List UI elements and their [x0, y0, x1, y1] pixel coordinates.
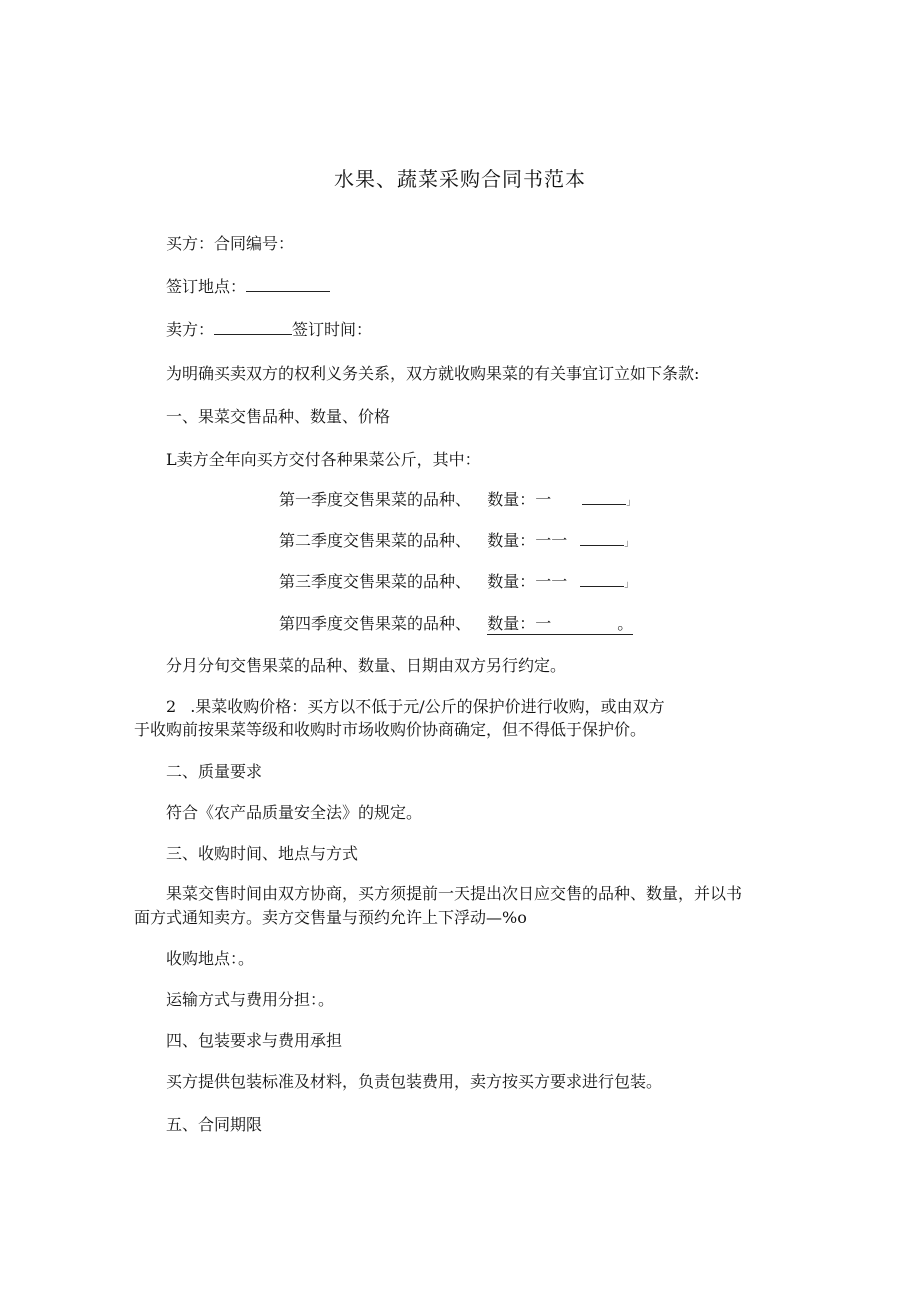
quarter-4-line: [279, 614, 633, 635]
quarter-4-end: 。: [617, 614, 634, 633]
quarter-1-end: 」: [626, 498, 636, 508]
monthly-delivery-note: 分月分旬交售果菜的品种、数量、日期由双方另行约定。: [166, 656, 567, 675]
page-title: 水果、蔬菜采购合同书范本: [334, 167, 586, 191]
seller-blank: [214, 320, 292, 335]
seller-label: 卖方：: [166, 320, 215, 339]
signing-place-line: [166, 277, 330, 297]
quarter-3-blank: [580, 572, 624, 587]
section-3-heading: 三、收购时间、地点与方式: [166, 844, 359, 863]
section-3-body-line-2: 面方式通知卖方。卖方交售量与预约允许上下浮动—%o: [134, 908, 527, 927]
quarter-2-line: [279, 531, 633, 554]
quarter-2-blank: [580, 531, 624, 546]
signing-place-blank: [246, 277, 330, 292]
quarter-1-qty: 数量：一: [487, 490, 552, 509]
section-4-heading: 四、包装要求与费用承担: [166, 1031, 343, 1050]
quarter-4-label: 第四季度交售果菜的品种、: [279, 614, 472, 633]
section-2-body: 符合《农产品质量安全法》的规定。: [166, 803, 423, 822]
quarter-1-label: 第一季度交售果菜的品种、: [279, 490, 472, 509]
seller-line: [166, 320, 372, 340]
transport-cost: 运输方式与费用分担：。: [166, 990, 335, 1009]
section-1-item-1: L卖方全年向买方交付各种果菜公斤，其中：: [166, 450, 481, 469]
section-5-heading: 五、合同期限: [166, 1115, 263, 1134]
section-1-item-2-line-1: [166, 697, 665, 717]
purchase-place: 收购地点：。: [166, 949, 255, 968]
quarter-2-qty: 数量：一一: [487, 531, 568, 550]
quarter-3-label: 第三季度交售果菜的品种、: [279, 572, 472, 591]
buyer-contract-no-line: 买方：合同编号：: [166, 234, 295, 253]
quarter-3-line: [279, 572, 633, 595]
item-2-number: 2: [166, 697, 177, 716]
quarter-1-line: [279, 490, 635, 513]
quarter-4-qty-underlined: [487, 614, 633, 635]
section-3-body-line-1: 果菜交售时间由双方协商，买方须提前一天提出次日应交售的品种、数量，并以书: [166, 884, 743, 903]
quarter-3-end: 」: [624, 580, 634, 590]
section-4-body: 买方提供包装标准及材料，负责包装费用，卖方按买方要求进行包装。: [166, 1072, 663, 1091]
item-2-text: .果菜收购价格：买方以不低于元/公斤的保护价进行收购，或由双方: [190, 697, 665, 716]
section-2-heading: 二、质量要求: [166, 762, 263, 781]
quarter-3-qty: 数量：一一: [487, 572, 568, 591]
quarter-4-qty: 数量：一: [487, 614, 552, 633]
quarter-2-end: 」: [624, 539, 634, 549]
quarter-2-label: 第二季度交售果菜的品种、: [279, 531, 472, 550]
signing-time-label: 签订时间：: [292, 320, 373, 339]
intro-paragraph: 为明确买卖双方的权利义务关系，双方就收购果菜的有关事宜订立如下条款:: [166, 364, 700, 383]
quarter-1-blank: [582, 490, 626, 505]
signing-place-label: 签订地点：: [166, 277, 247, 296]
section-1-item-2-line-2: 于收购前按果菜等级和收购时市场收购价协商确定，但不得低于保护价。: [134, 720, 647, 739]
section-1-heading: 一、果菜交售品种、数量、价格: [166, 407, 391, 426]
